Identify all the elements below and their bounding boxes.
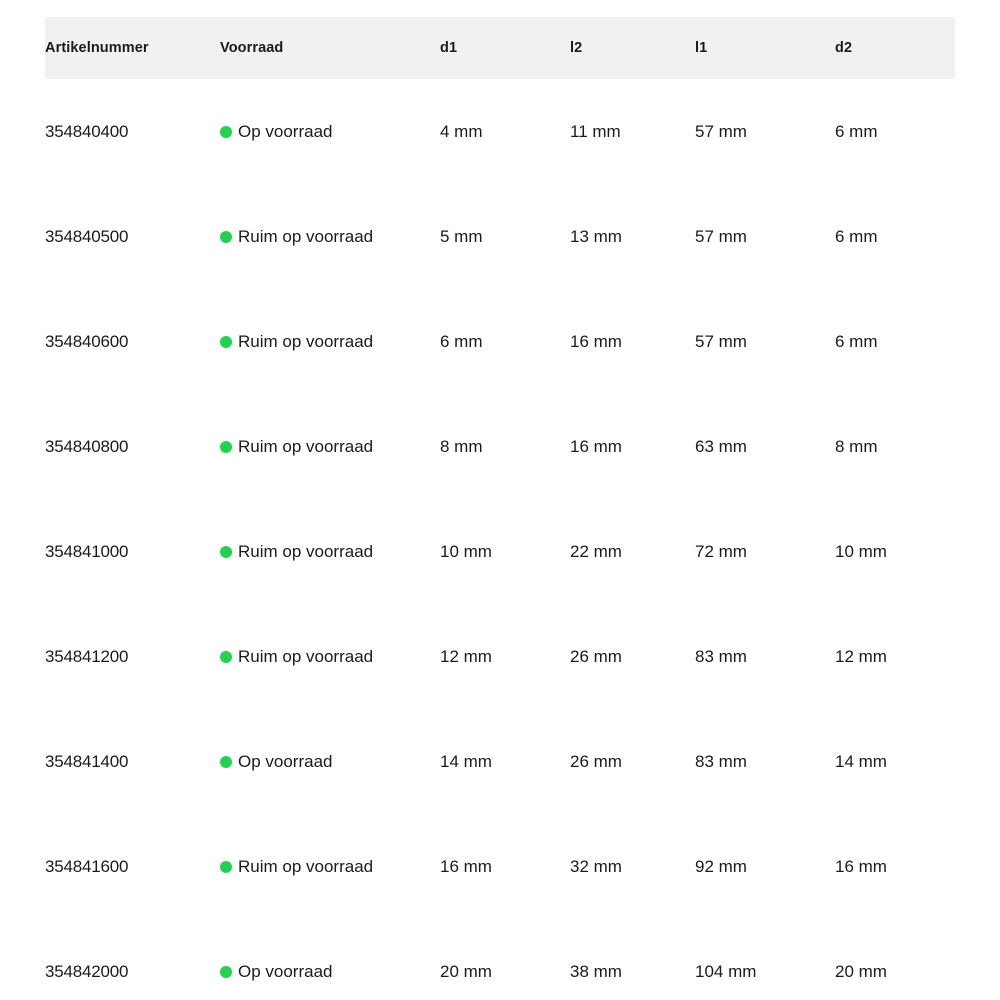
- stock-status-dot-icon: [220, 336, 232, 348]
- table-header-row: [45, 17, 955, 79]
- table-row[interactable]: [45, 814, 955, 919]
- cell-l2: 32 mm: [570, 856, 622, 876]
- cell-artikelnummer: 354840600: [45, 331, 129, 351]
- cell-l1: 57 mm: [695, 331, 747, 351]
- cell-d2: 12 mm: [835, 646, 887, 666]
- cell-voorraad: [220, 499, 440, 604]
- column-header-l2: l2: [570, 40, 583, 56]
- stock-status-label: Ruim op voorraad: [238, 436, 374, 456]
- cell-d2: 6 mm: [835, 331, 878, 351]
- column-header-voorraad: Voorraad: [220, 40, 284, 56]
- table-row[interactable]: [45, 499, 955, 604]
- cell-l1: 83 mm: [695, 751, 747, 771]
- cell-l2: 11 mm: [570, 121, 621, 141]
- cell-d1: 14 mm: [440, 751, 492, 771]
- stock-status-label: Ruim op voorraad: [238, 331, 374, 351]
- table-row[interactable]: [45, 289, 955, 394]
- stock-status-dot-icon: [220, 126, 232, 138]
- cell-l1: 63 mm: [695, 436, 747, 456]
- stock-status-label: Ruim op voorraad: [238, 541, 374, 561]
- stock-status-dot-icon: [220, 861, 232, 873]
- cell-voorraad: [220, 184, 440, 289]
- cell-artikelnummer: 354840400: [45, 121, 129, 141]
- table-row[interactable]: [45, 709, 955, 814]
- cell-artikelnummer: 354841000: [45, 541, 129, 561]
- cell-d2: 14 mm: [835, 751, 887, 771]
- cell-d1: 12 mm: [440, 646, 492, 666]
- cell-l1: 104 mm: [695, 961, 757, 981]
- stock-status-label: Op voorraad: [238, 121, 333, 141]
- cell-artikelnummer: 354841200: [45, 646, 129, 666]
- cell-d2: 8 mm: [835, 436, 878, 456]
- cell-l2: 26 mm: [570, 646, 622, 666]
- cell-voorraad: [220, 79, 440, 184]
- cell-l1: 72 mm: [695, 541, 747, 561]
- cell-artikelnummer: 354840800: [45, 436, 129, 456]
- cell-d1: 5 mm: [440, 226, 483, 246]
- cell-voorraad: [220, 919, 440, 1000]
- cell-voorraad: [220, 814, 440, 919]
- cell-l2: 13 mm: [570, 226, 622, 246]
- table-row[interactable]: [45, 184, 955, 289]
- stock-status-dot-icon: [220, 966, 232, 978]
- cell-d2: 10 mm: [835, 541, 887, 561]
- cell-artikelnummer: 354841600: [45, 856, 129, 876]
- cell-l2: 16 mm: [570, 436, 622, 456]
- column-header-d2: d2: [835, 40, 853, 56]
- stock-status-dot-icon: [220, 546, 232, 558]
- column-header-d1: d1: [440, 40, 458, 56]
- cell-d1: 4 mm: [440, 121, 483, 141]
- cell-d1: 10 mm: [440, 541, 492, 561]
- cell-d1: 16 mm: [440, 856, 492, 876]
- cell-d1: 20 mm: [440, 961, 492, 981]
- stock-status-label: Op voorraad: [238, 751, 333, 771]
- cell-d1: 6 mm: [440, 331, 483, 351]
- table-row[interactable]: [45, 919, 955, 1000]
- cell-artikelnummer: 354840500: [45, 226, 129, 246]
- cell-d2: 6 mm: [835, 121, 878, 141]
- cell-voorraad: [220, 709, 440, 814]
- cell-l1: 57 mm: [695, 226, 747, 246]
- cell-d2: 20 mm: [835, 961, 887, 981]
- table-header: [45, 17, 955, 79]
- stock-status-label: Ruim op voorraad: [238, 646, 374, 666]
- stock-status-label: Ruim op voorraad: [238, 856, 374, 876]
- stock-status-dot-icon: [220, 441, 232, 453]
- stock-status-label: Op voorraad: [238, 961, 333, 981]
- stock-status-dot-icon: [220, 651, 232, 663]
- table-row[interactable]: [45, 604, 955, 709]
- cell-artikelnummer: 354842000: [45, 961, 129, 981]
- cell-l1: 83 mm: [695, 646, 747, 666]
- cell-l1: 92 mm: [695, 856, 747, 876]
- cell-d1: 8 mm: [440, 436, 483, 456]
- column-header-artikelnummer: Artikelnummer: [45, 40, 149, 56]
- table-row[interactable]: [45, 394, 955, 499]
- product-variant-table: [45, 17, 955, 1000]
- cell-d2: 16 mm: [835, 856, 887, 876]
- cell-l2: 26 mm: [570, 751, 622, 771]
- stock-status-dot-icon: [220, 756, 232, 768]
- cell-voorraad: [220, 604, 440, 709]
- cell-l1: 57 mm: [695, 121, 747, 141]
- cell-voorraad: [220, 394, 440, 499]
- cell-l2: 38 mm: [570, 961, 622, 981]
- cell-voorraad: [220, 289, 440, 394]
- cell-l2: 16 mm: [570, 331, 622, 351]
- table-row[interactable]: [45, 79, 955, 184]
- column-header-l1: l1: [695, 40, 708, 56]
- stock-status-dot-icon: [220, 231, 232, 243]
- cell-l2: 22 mm: [570, 541, 622, 561]
- table-body: [45, 79, 955, 1000]
- cell-d2: 6 mm: [835, 226, 878, 246]
- cell-artikelnummer: 354841400: [45, 751, 129, 771]
- stock-status-label: Ruim op voorraad: [238, 226, 374, 246]
